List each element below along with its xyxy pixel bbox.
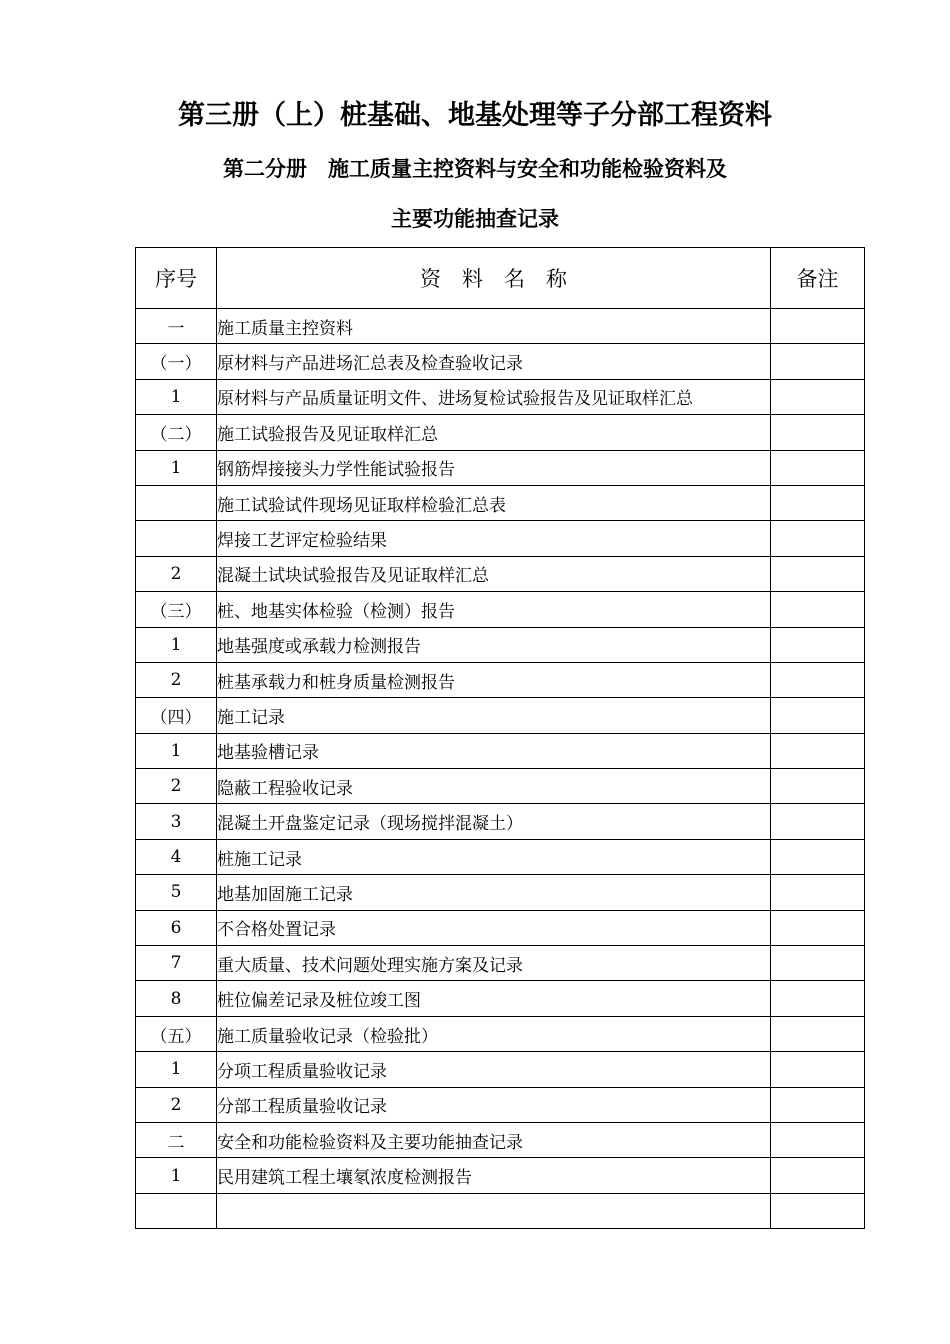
row-seq: （五） (136, 1016, 217, 1051)
row-seq (136, 521, 217, 556)
table-body (136, 309, 865, 1229)
row-name: 分部工程质量验收记录 (217, 1087, 771, 1122)
row-name: 桩、地基实体检验（检测）报告 (217, 592, 771, 627)
table-row (136, 415, 865, 450)
table-row (136, 556, 865, 591)
row-seq: 8 (136, 981, 217, 1016)
document-subtitle-line1: 第二分册 施工质量主控资料与安全和功能检验资料及 (223, 156, 727, 181)
table-row (136, 485, 865, 520)
row-seq: （三） (136, 592, 217, 627)
row-name: 施工质量主控资料 (217, 309, 771, 344)
row-name: 桩位偏差记录及桩位竣工图 (217, 981, 771, 1016)
row-name: 原材料与产品质量证明文件、进场复检试验报告及见证取样汇总 (217, 379, 771, 414)
table-row (136, 910, 865, 945)
row-name: 重大质量、技术问题处理实施方案及记录 (217, 946, 771, 981)
header-seq: 序号 (136, 248, 217, 309)
row-name: 分项工程质量验收记录 (217, 1052, 771, 1087)
row-seq: 7 (136, 946, 217, 981)
document-title: 第三册（上）桩基础、地基处理等子分部工程资料 (178, 100, 772, 131)
row-name: 施工试验报告及见证取样汇总 (217, 415, 771, 450)
document-subtitle-line2: 主要功能抽查记录 (391, 206, 559, 231)
header-remark: 备注 (771, 248, 865, 309)
row-remark (771, 1016, 865, 1051)
table-row (136, 769, 865, 804)
row-remark (771, 1052, 865, 1087)
table-row (136, 1158, 865, 1193)
table-row (136, 981, 865, 1016)
table-row (136, 1052, 865, 1087)
row-name: 不合格处置记录 (217, 910, 771, 945)
row-seq: 1 (136, 1158, 217, 1193)
table-row (136, 804, 865, 839)
row-name: 民用建筑工程土壤氡浓度检测报告 (217, 1158, 771, 1193)
row-remark (771, 1158, 865, 1193)
row-remark (771, 1122, 865, 1157)
row-seq: 2 (136, 662, 217, 697)
table-row (136, 1087, 865, 1122)
row-seq: 二 (136, 1122, 217, 1157)
row-seq: （四） (136, 698, 217, 733)
header-name: 资 料 名 称 (217, 248, 771, 309)
table-row (136, 946, 865, 981)
row-seq: 1 (136, 379, 217, 414)
row-remark (771, 875, 865, 910)
row-name (217, 1193, 771, 1228)
row-seq (136, 1193, 217, 1228)
row-remark (771, 769, 865, 804)
row-remark (771, 698, 865, 733)
row-seq: 2 (136, 769, 217, 804)
row-seq: 5 (136, 875, 217, 910)
row-name: 施工质量验收记录（检验批） (217, 1016, 771, 1051)
table-header-row (136, 248, 865, 309)
table-row (136, 1122, 865, 1157)
row-remark (771, 1087, 865, 1122)
row-remark (771, 521, 865, 556)
table-row (136, 379, 865, 414)
table-row (136, 344, 865, 379)
row-remark (771, 910, 865, 945)
row-seq: （二） (136, 415, 217, 450)
row-seq: 2 (136, 1087, 217, 1122)
table-row (136, 733, 865, 768)
row-remark (771, 627, 865, 662)
row-seq: 6 (136, 910, 217, 945)
table-row (136, 450, 865, 485)
row-name: 地基强度或承载力检测报告 (217, 627, 771, 662)
row-name: 施工记录 (217, 698, 771, 733)
row-name: 混凝土开盘鉴定记录（现场搅拌混凝土） (217, 804, 771, 839)
row-seq (136, 485, 217, 520)
row-remark (771, 946, 865, 981)
row-seq: 1 (136, 733, 217, 768)
table-row (136, 1016, 865, 1051)
row-remark (771, 839, 865, 874)
row-remark (771, 662, 865, 697)
row-name: 焊接工艺评定检验结果 (217, 521, 771, 556)
row-remark (771, 1193, 865, 1228)
row-remark (771, 415, 865, 450)
row-name: 施工试验试件现场见证取样检验汇总表 (217, 485, 771, 520)
row-seq: 1 (136, 1052, 217, 1087)
row-name: 钢筋焊接接头力学性能试验报告 (217, 450, 771, 485)
table-row (136, 875, 865, 910)
row-remark (771, 450, 865, 485)
table-row (136, 592, 865, 627)
table-row (136, 1193, 865, 1228)
table-row (136, 839, 865, 874)
table-row (136, 521, 865, 556)
row-name: 地基验槽记录 (217, 733, 771, 768)
row-seq: 1 (136, 627, 217, 662)
row-remark (771, 379, 865, 414)
row-remark (771, 592, 865, 627)
row-seq: 4 (136, 839, 217, 874)
row-seq: 3 (136, 804, 217, 839)
row-name: 安全和功能检验资料及主要功能抽查记录 (217, 1122, 771, 1157)
row-name: 桩基承载力和桩身质量检测报告 (217, 662, 771, 697)
row-name: 桩施工记录 (217, 839, 771, 874)
row-seq: 1 (136, 450, 217, 485)
row-remark (771, 485, 865, 520)
row-remark (771, 309, 865, 344)
row-seq: 一 (136, 309, 217, 344)
document-index-table (135, 247, 865, 1229)
row-name: 混凝土试块试验报告及见证取样汇总 (217, 556, 771, 591)
table-row (136, 627, 865, 662)
table-row (136, 698, 865, 733)
row-remark (771, 981, 865, 1016)
row-name: 隐蔽工程验收记录 (217, 769, 771, 804)
row-remark (771, 804, 865, 839)
row-seq: （一） (136, 344, 217, 379)
row-remark (771, 556, 865, 591)
row-name: 地基加固施工记录 (217, 875, 771, 910)
table-row (136, 309, 865, 344)
row-seq: 2 (136, 556, 217, 591)
row-name: 原材料与产品进场汇总表及检查验收记录 (217, 344, 771, 379)
row-remark (771, 733, 865, 768)
table-row (136, 662, 865, 697)
row-remark (771, 344, 865, 379)
